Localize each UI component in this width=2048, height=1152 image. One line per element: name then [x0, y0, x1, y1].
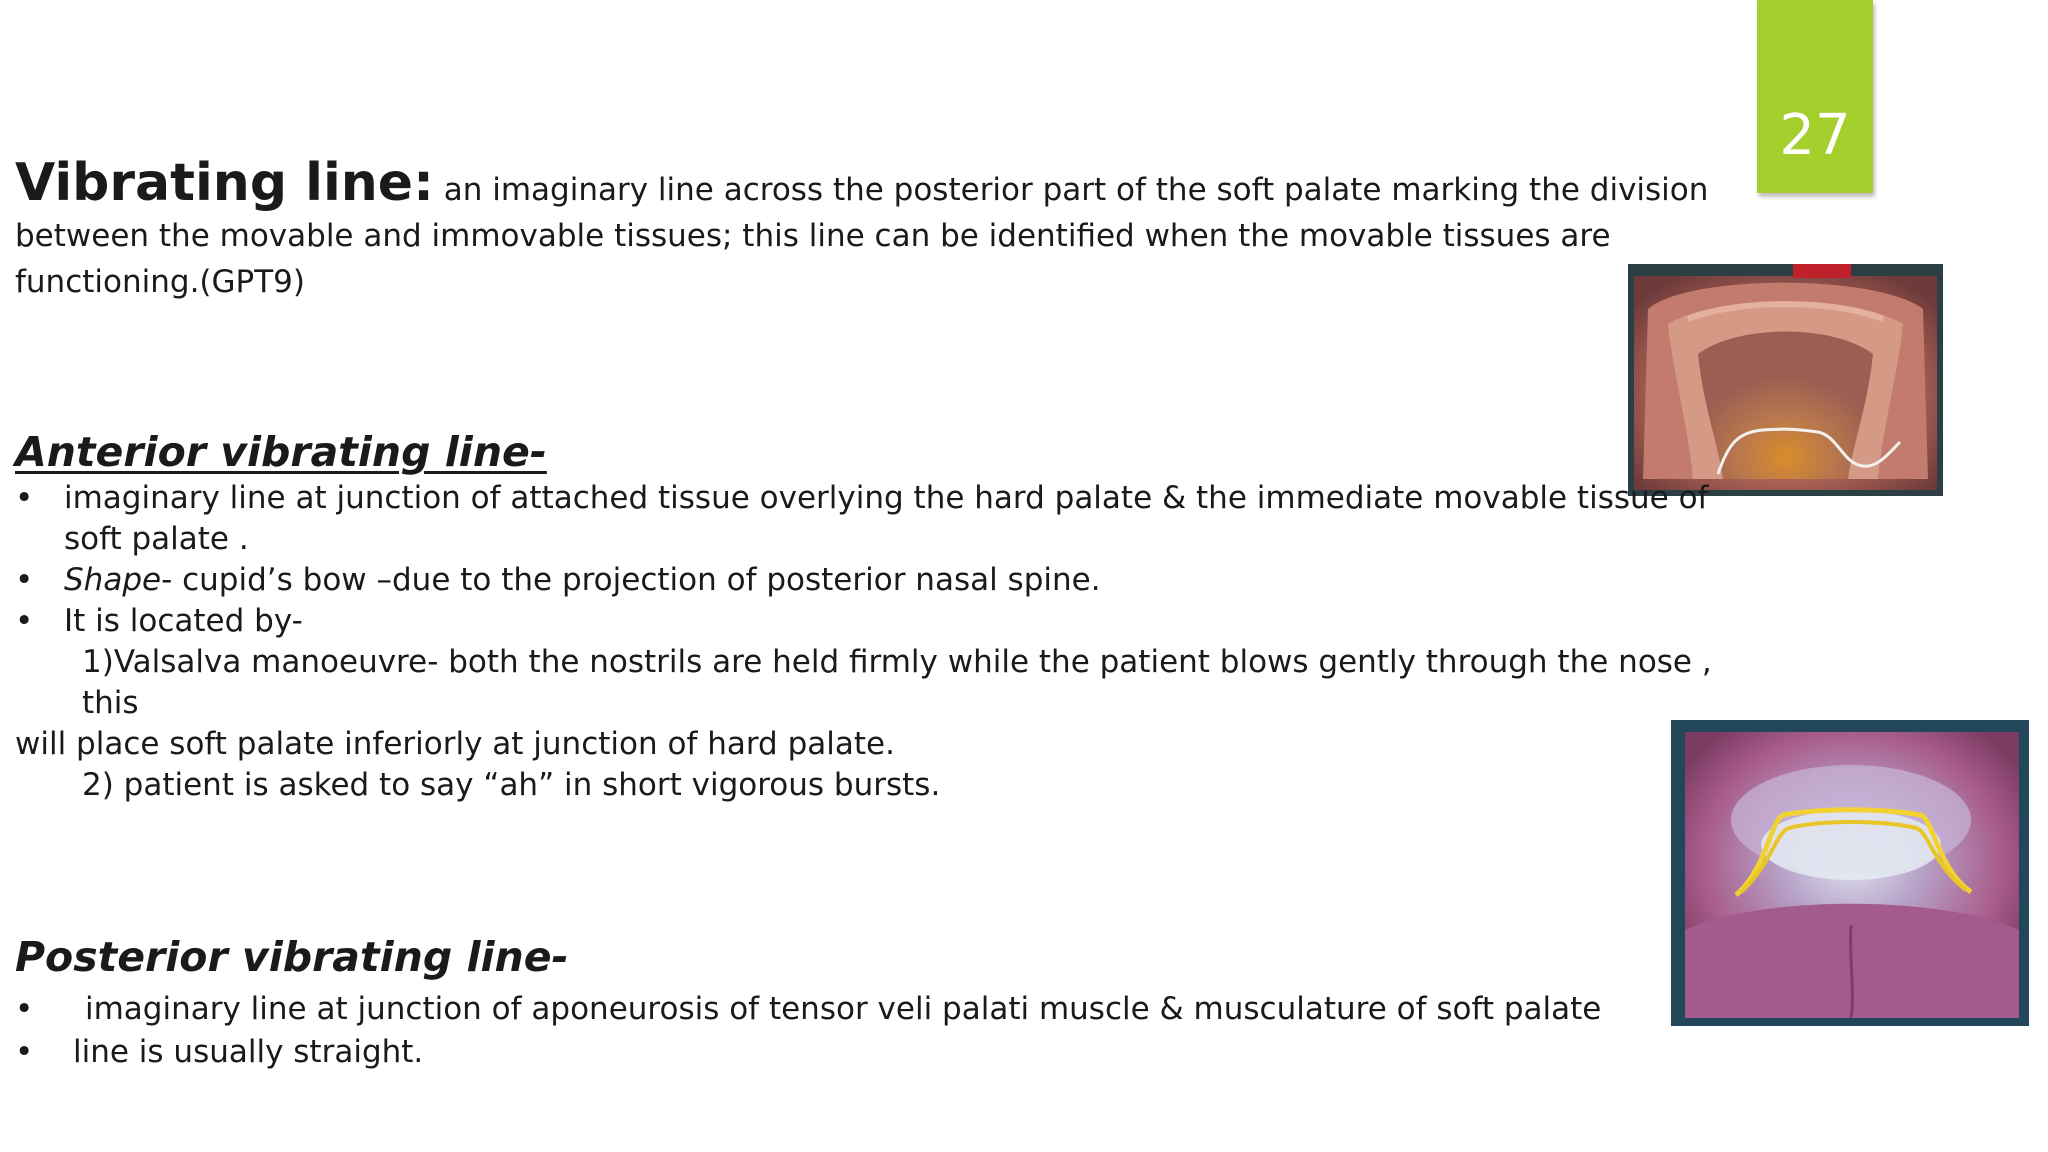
bullet-icon: •: [15, 480, 34, 516]
list-item: [15, 1031, 1735, 1074]
bullet-icon: •: [15, 991, 34, 1027]
anterior-bullet-2: - cupid’s bow –due to the projection of posterior nasal spine.: [161, 562, 1101, 598]
anterior-vibrating-line-heading: Anterior vibrating line-: [15, 428, 547, 476]
definition-text: an imaginary line across the posterior part of the soft palate marking the division between the movable and immovable tissues; this line can be identified when the movable tissues are functioning.(GPT9): [15, 172, 1709, 300]
posterior-vibrating-line-heading: Posterior vibrating line-: [15, 933, 569, 981]
list-item: [15, 478, 1735, 560]
posterior-bullet-1: imaginary line at junction of aponeurosis of tensor veli palati muscle & musculature of soft palate: [85, 991, 1602, 1027]
bullet-icon: •: [15, 562, 34, 598]
slide-number: 27: [1779, 103, 1851, 168]
valsalva-method-line-1: 1)Valsalva manoeuvre- both the nostrils are held firmly while the patient blows gently through the nose , this: [82, 644, 1712, 721]
list-item: [15, 601, 1735, 642]
ah-method-line: 2) patient is asked to say “ah” in short vigorous bursts.: [82, 767, 941, 803]
anterior-bullet-1: imaginary line at junction of attached tissue overlying the hard palate & the immediate movable tissue of soft palate .: [64, 480, 1709, 557]
shape-label: Shape: [64, 562, 162, 598]
definition-term: Vibrating line:: [15, 153, 434, 213]
anterior-bullet-3: It is located by-: [64, 603, 303, 639]
valsalva-method-line-2: will place soft palate inferiorly at junction of hard palate.: [15, 726, 895, 762]
slide-number-badge: [1757, 0, 1873, 193]
list-item: [15, 560, 1735, 601]
palate-photo-anterior-line: [1628, 264, 1943, 496]
anterior-bullet-list: [15, 478, 1735, 806]
definition-paragraph: [15, 153, 1745, 305]
posterior-bullet-list: [15, 988, 1735, 1074]
bullet-icon: •: [15, 1034, 34, 1070]
posterior-bullet-2: line is usually straight.: [73, 1034, 424, 1070]
bullet-icon: •: [15, 603, 34, 639]
list-item: [15, 988, 1735, 1031]
